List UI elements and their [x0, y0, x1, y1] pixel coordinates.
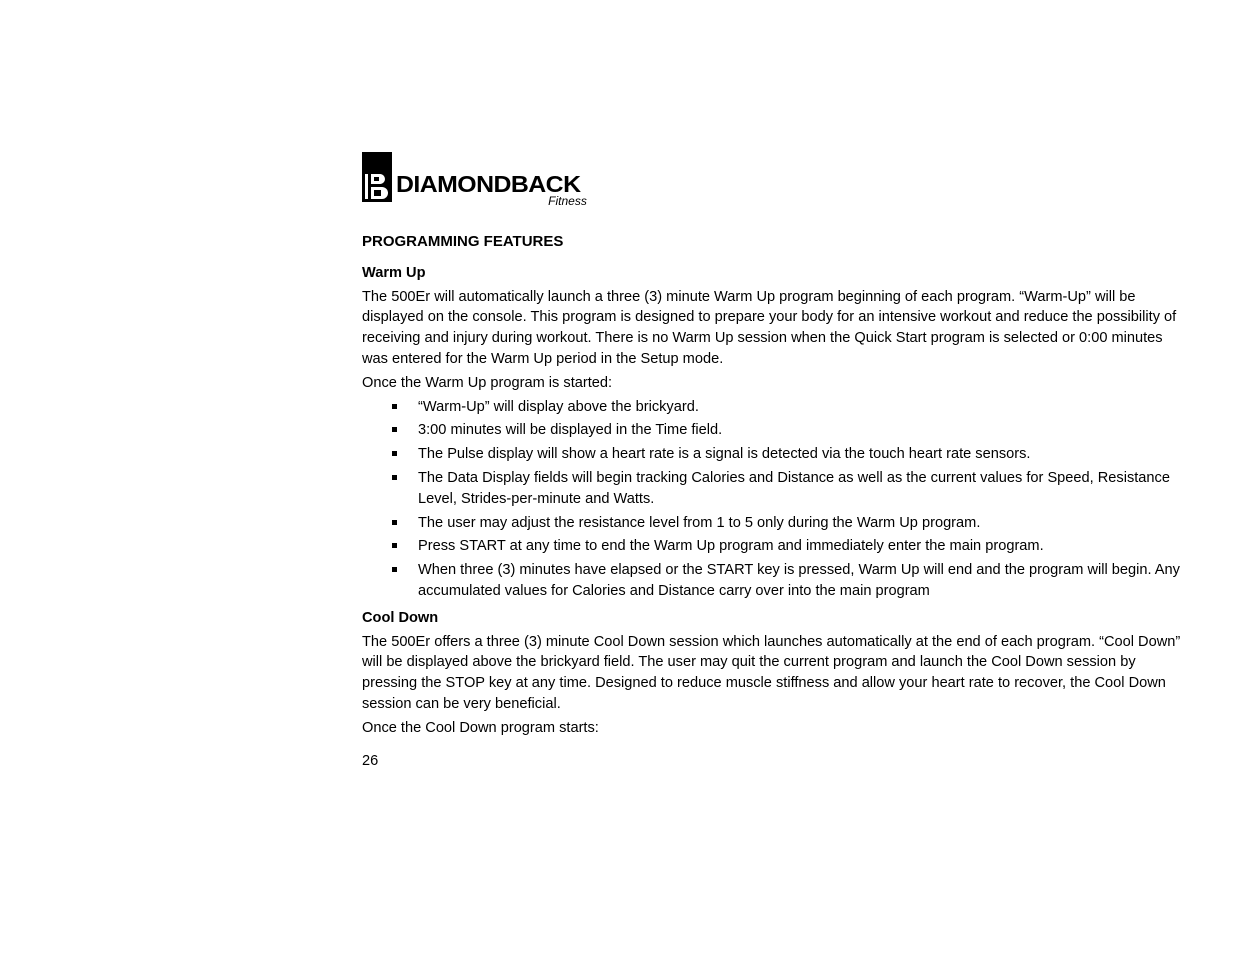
list-item-text: Press START at any time to end the Warm Up program and immediately enter the main program.: [418, 538, 1044, 555]
list-item: [362, 513, 1182, 534]
warm-up-title: Warm Up: [362, 264, 426, 281]
list-item-text: The Data Display fields will begin tracking Calories and Distance as well as the current values for Speed, Resistance Level, Strides-per-minute and Watts.: [418, 469, 1170, 507]
list-item-text: The user may adjust the resistance level from 1 to 5 only during the Warm Up program.: [418, 514, 981, 531]
square-bullet-icon: [392, 427, 397, 432]
list-item: [362, 420, 1182, 441]
logo-brand-text: DIAMONDBACK: [396, 171, 581, 197]
cool-down-intro: Once the Cool Down program starts:: [362, 719, 599, 736]
list-item-text: The Pulse display will show a heart rate is a signal is detected via the touch heart rate sensors.: [418, 446, 1031, 463]
cool-down-paragraph: The 500Er offers a three (3) minute Cool Down session which launches automatically at the end of each program. “Cool Down” will be displayed above the brickyard field. The user may quit the current program and launch the Cool Down session by pressing the STOP key at any time. Designed to reduce muscle stiffness and allow your heart rate to recover, the Cool Down session can be very beneficial.: [362, 633, 1181, 712]
square-bullet-icon: [392, 543, 397, 548]
list-item: [362, 536, 1182, 557]
document-page: [362, 152, 1182, 771]
logo-wordmark: [396, 171, 587, 208]
list-item-text: “Warm-Up” will display above the brickyard.: [418, 398, 699, 415]
warm-up-bullet-list: [362, 397, 1182, 602]
list-item: [362, 444, 1182, 465]
square-bullet-icon: [392, 451, 397, 456]
list-item: [362, 468, 1182, 510]
diamondback-db-mark-icon: [362, 152, 392, 202]
warm-up-intro: Once the Warm Up program is started:: [362, 374, 613, 391]
square-bullet-icon: [392, 520, 397, 525]
list-item: [362, 560, 1182, 602]
cool-down-title: Cool Down: [362, 609, 439, 626]
square-bullet-icon: [392, 404, 397, 409]
square-bullet-icon: [392, 567, 397, 572]
page-number: 26: [362, 752, 379, 769]
brand-logo: [362, 152, 1182, 208]
list-item: [362, 397, 1182, 418]
list-item-text: When three (3) minutes have elapsed or the START key is pressed, Warm Up will end and the program will begin. Any accumulated values for Calories and Distance carry over into the main program: [418, 562, 1180, 599]
logo-sub-text: Fitness: [548, 194, 587, 208]
warm-up-paragraph: The 500Er will automatically launch a three (3) minute Warm Up program beginning of each program. “Warm-Up” will be displayed on the console. This program is designed to prepare your body for an intensive workout and reduce the possibility of receiving and injury during workout. There is no Warm Up session when the Quick Start program is selected or 0:00 minutes was entered for the Warm Up period in the Setup mode.: [362, 288, 1177, 367]
list-item-text: 3:00 minutes will be displayed in the Time field.: [418, 422, 723, 439]
section-heading: PROGRAMMING FEATURES: [362, 233, 564, 250]
square-bullet-icon: [392, 475, 397, 480]
